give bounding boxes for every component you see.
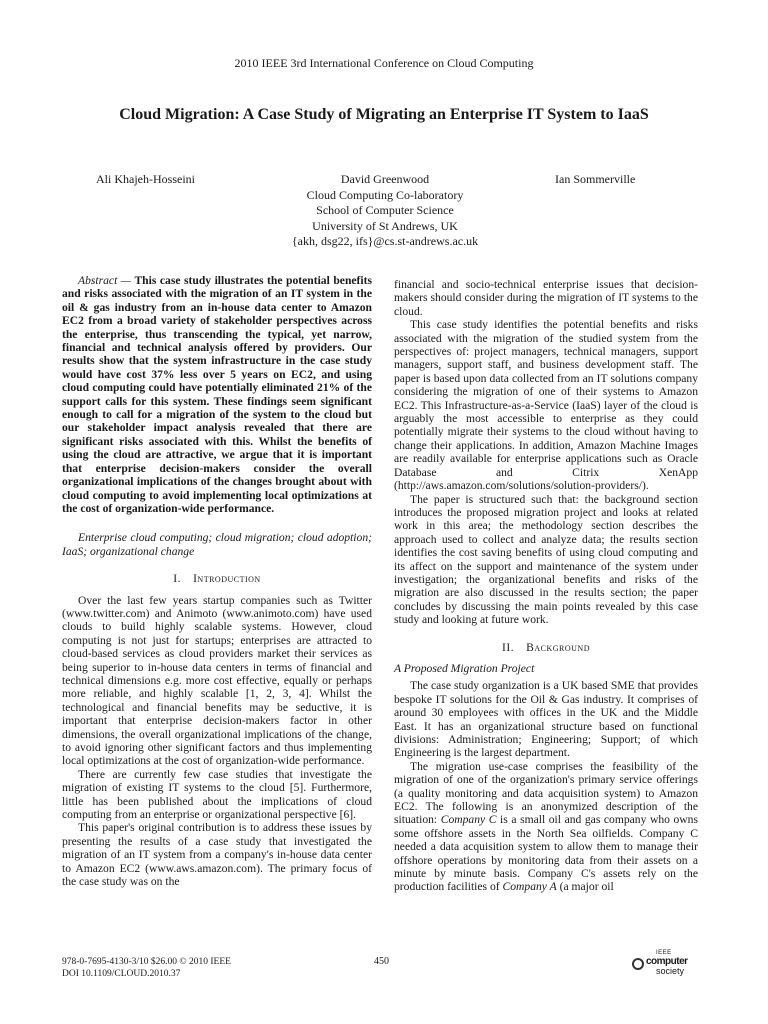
right-column (394, 278, 698, 894)
author-3: Ian Sommerville (555, 172, 636, 186)
paragraph: financial and socio-technical enterprise issues that decision-makers should consider during the migration of IT systems to the cloud. (394, 278, 698, 318)
paragraph: Over the last few years startup companies such as Twitter (www.twitter.com) and Animoto (www.animoto.com) have used clouds to build highly scalable systems. However, cloud computing is not just for startups; enterprises are attracted to cloud-based services as cloud providers market their services as being superior to in-house data centers in terms of financial and technical dimensions e.g. more cost effective, equally or perhaps more reliable, and highly scalable [1, 2, 3, 4]. Whilst the technological and financial benefits may be seductive, it is important that enterprise decision-makers factor in other dimensions, the overall organizational implications of the change, to avoid ignoring other significant factors and thus implementing local optimizations at the cost of organization-wide performance. (62, 593, 372, 768)
author-emails: {akh, dsg22, ifs}@cs.st-andrews.ac.uk (291, 234, 479, 248)
keywords: Enterprise cloud computing; cloud migration; cloud adoption; IaaS; organizational change (62, 531, 372, 558)
computer-society-logo (632, 950, 702, 978)
left-column (62, 274, 372, 888)
subsection-heading: A Proposed Migration Project (394, 661, 535, 675)
paragraph: There are currently few case studies that investigate the migration of existing IT systems to the cloud [5]. Furthermore, little has been published about the implications of cloud computing from an enterprise or organizational perspective [6]. (62, 767, 372, 822)
abstract-label: Abstract — (78, 274, 132, 287)
footer-isbn: 978-0-7695-4130-3/10 $26.00 © 2010 IEEE (62, 957, 231, 967)
affiliation-line-2: School of Computer Science (316, 203, 454, 217)
section-title: Background (526, 640, 590, 654)
author-block-2 (260, 172, 510, 250)
conference-header: 2010 IEEE 3rd International Conference on Cloud Computing (234, 56, 534, 70)
logo-text-computer: computer (646, 956, 688, 967)
abstract (62, 274, 372, 515)
author-1: Ali Khajeh-Hosseini (96, 172, 195, 186)
text-run: The migration use-case comprises the feasibility of the migration of one of the organization's primary service offerings (a quality monitoring and data acquisition system) to Amazon EC2. The following is an anonymized description of the situation: (394, 759, 698, 827)
section-number: II. (502, 640, 515, 654)
text-run: is a small oil and gas company who owns some offshore assets in the North Sea oilfields. Company C needed a data acquisition system to allow them to manage their offshore operations by monitoring data from their assets on a minute by minute basis. Company C's assets rely on the production facilities of (394, 813, 698, 894)
logo-text-ieee: IEEE (656, 950, 672, 956)
text-run: (a major oil (556, 880, 614, 894)
affiliation-line-1: Cloud Computing Co-laboratory (306, 187, 464, 202)
page-number: 450 (374, 956, 389, 967)
company-name: Company A (502, 880, 557, 894)
logo-ring-icon (632, 958, 644, 970)
affiliation-line-3: University of St Andrews, UK (312, 218, 458, 233)
paragraph: This case study identifies the potential benefits and risks associated with the migration of the studied system from the perspectives of: project managers, technical managers, support managers, support staff, and business development staff. The paper is based upon data collected from an IT solutions company considering the migration of one of their systems to Amazon EC2. This Infrastructure-as-a-Service (IaaS) layer of the cloud is arguably the most accessible to enterprise as they could potentially migrate their systems to the cloud without having to change their applications. In addition, Amazon Machine Images are readily available for enterprise applications such as Oracle Database and Citrix XenApp (http://aws.amazon.com/solutions/solution-providers/). (394, 318, 698, 493)
section-heading-introduction (62, 572, 372, 585)
section-title: Introduction (193, 572, 261, 586)
footer-doi: DOI 10.1109/CLOUD.2010.37 (62, 969, 181, 979)
paper-title: Cloud Migration: A Case Study of Migrating an Enterprise IT System to IaaS (119, 106, 649, 123)
section-number: I. (173, 572, 182, 586)
section-heading-background (394, 641, 698, 654)
company-name: Company C (440, 813, 497, 827)
logo-text-society: society (656, 966, 685, 976)
author-2-name: David Greenwood (340, 172, 430, 186)
paragraph: This paper's original contribution is to address these issues by presenting the results of a case study that investigated the migration of an IT system from a company's in-house data center to Amazon EC2 (www.aws.amazon.com). The primary focus of the case study was on the (62, 821, 372, 889)
footer-copyright (62, 956, 231, 980)
paragraph (394, 760, 698, 894)
paragraph: The case study organization is a UK based SME that provides bespoke IT solutions for the Oil & Gas industry. It comprises of around 30 employees with offices in the UK and the Middle East. It has an organizational structure based on functional divisions: Administration; Engineering; Support; of which Engineering is the largest department. (394, 679, 698, 760)
paragraph: The paper is structured such that: the background section introduces the proposed migration project and looks at related work in this area; the methodology section describes the approach used to collect and analyze data; the results section identifies the cost saving benefits of using cloud computing and its affect on the support and maintenance of the system under investigation; the organizational benefits and risks of the migration are also discussed in the results section; the paper concludes by discussing the main points revealed by this case study and looking at future work. (394, 492, 698, 627)
abstract-text: This case study illustrates the potential benefits and risks associated with the migration of an IT system in the oil & gas industry from an in-house data center to Amazon EC2 from a broad variety of stakeholder perspectives across the enterprise, thus transcending the typical, yet narrow, financial and technical analysis offered by providers. Our results show that the system infrastructure in the case study would have cost 37% less over 5 years on EC2, and using cloud computing could have potentially eliminated 21% of the support calls for this system. These findings seem significant enough to call for a migration of the system to the cloud but our stakeholder impact analysis revealed that there are significant risks associated with this. Whilst the benefits of using the cloud are attractive, we argue that it is important that enterprise decision-makers consider the overall organizational implications of the changes brought about with cloud computing to avoid implementing local optimizations at the cost of organization-wide performance. (62, 274, 372, 515)
